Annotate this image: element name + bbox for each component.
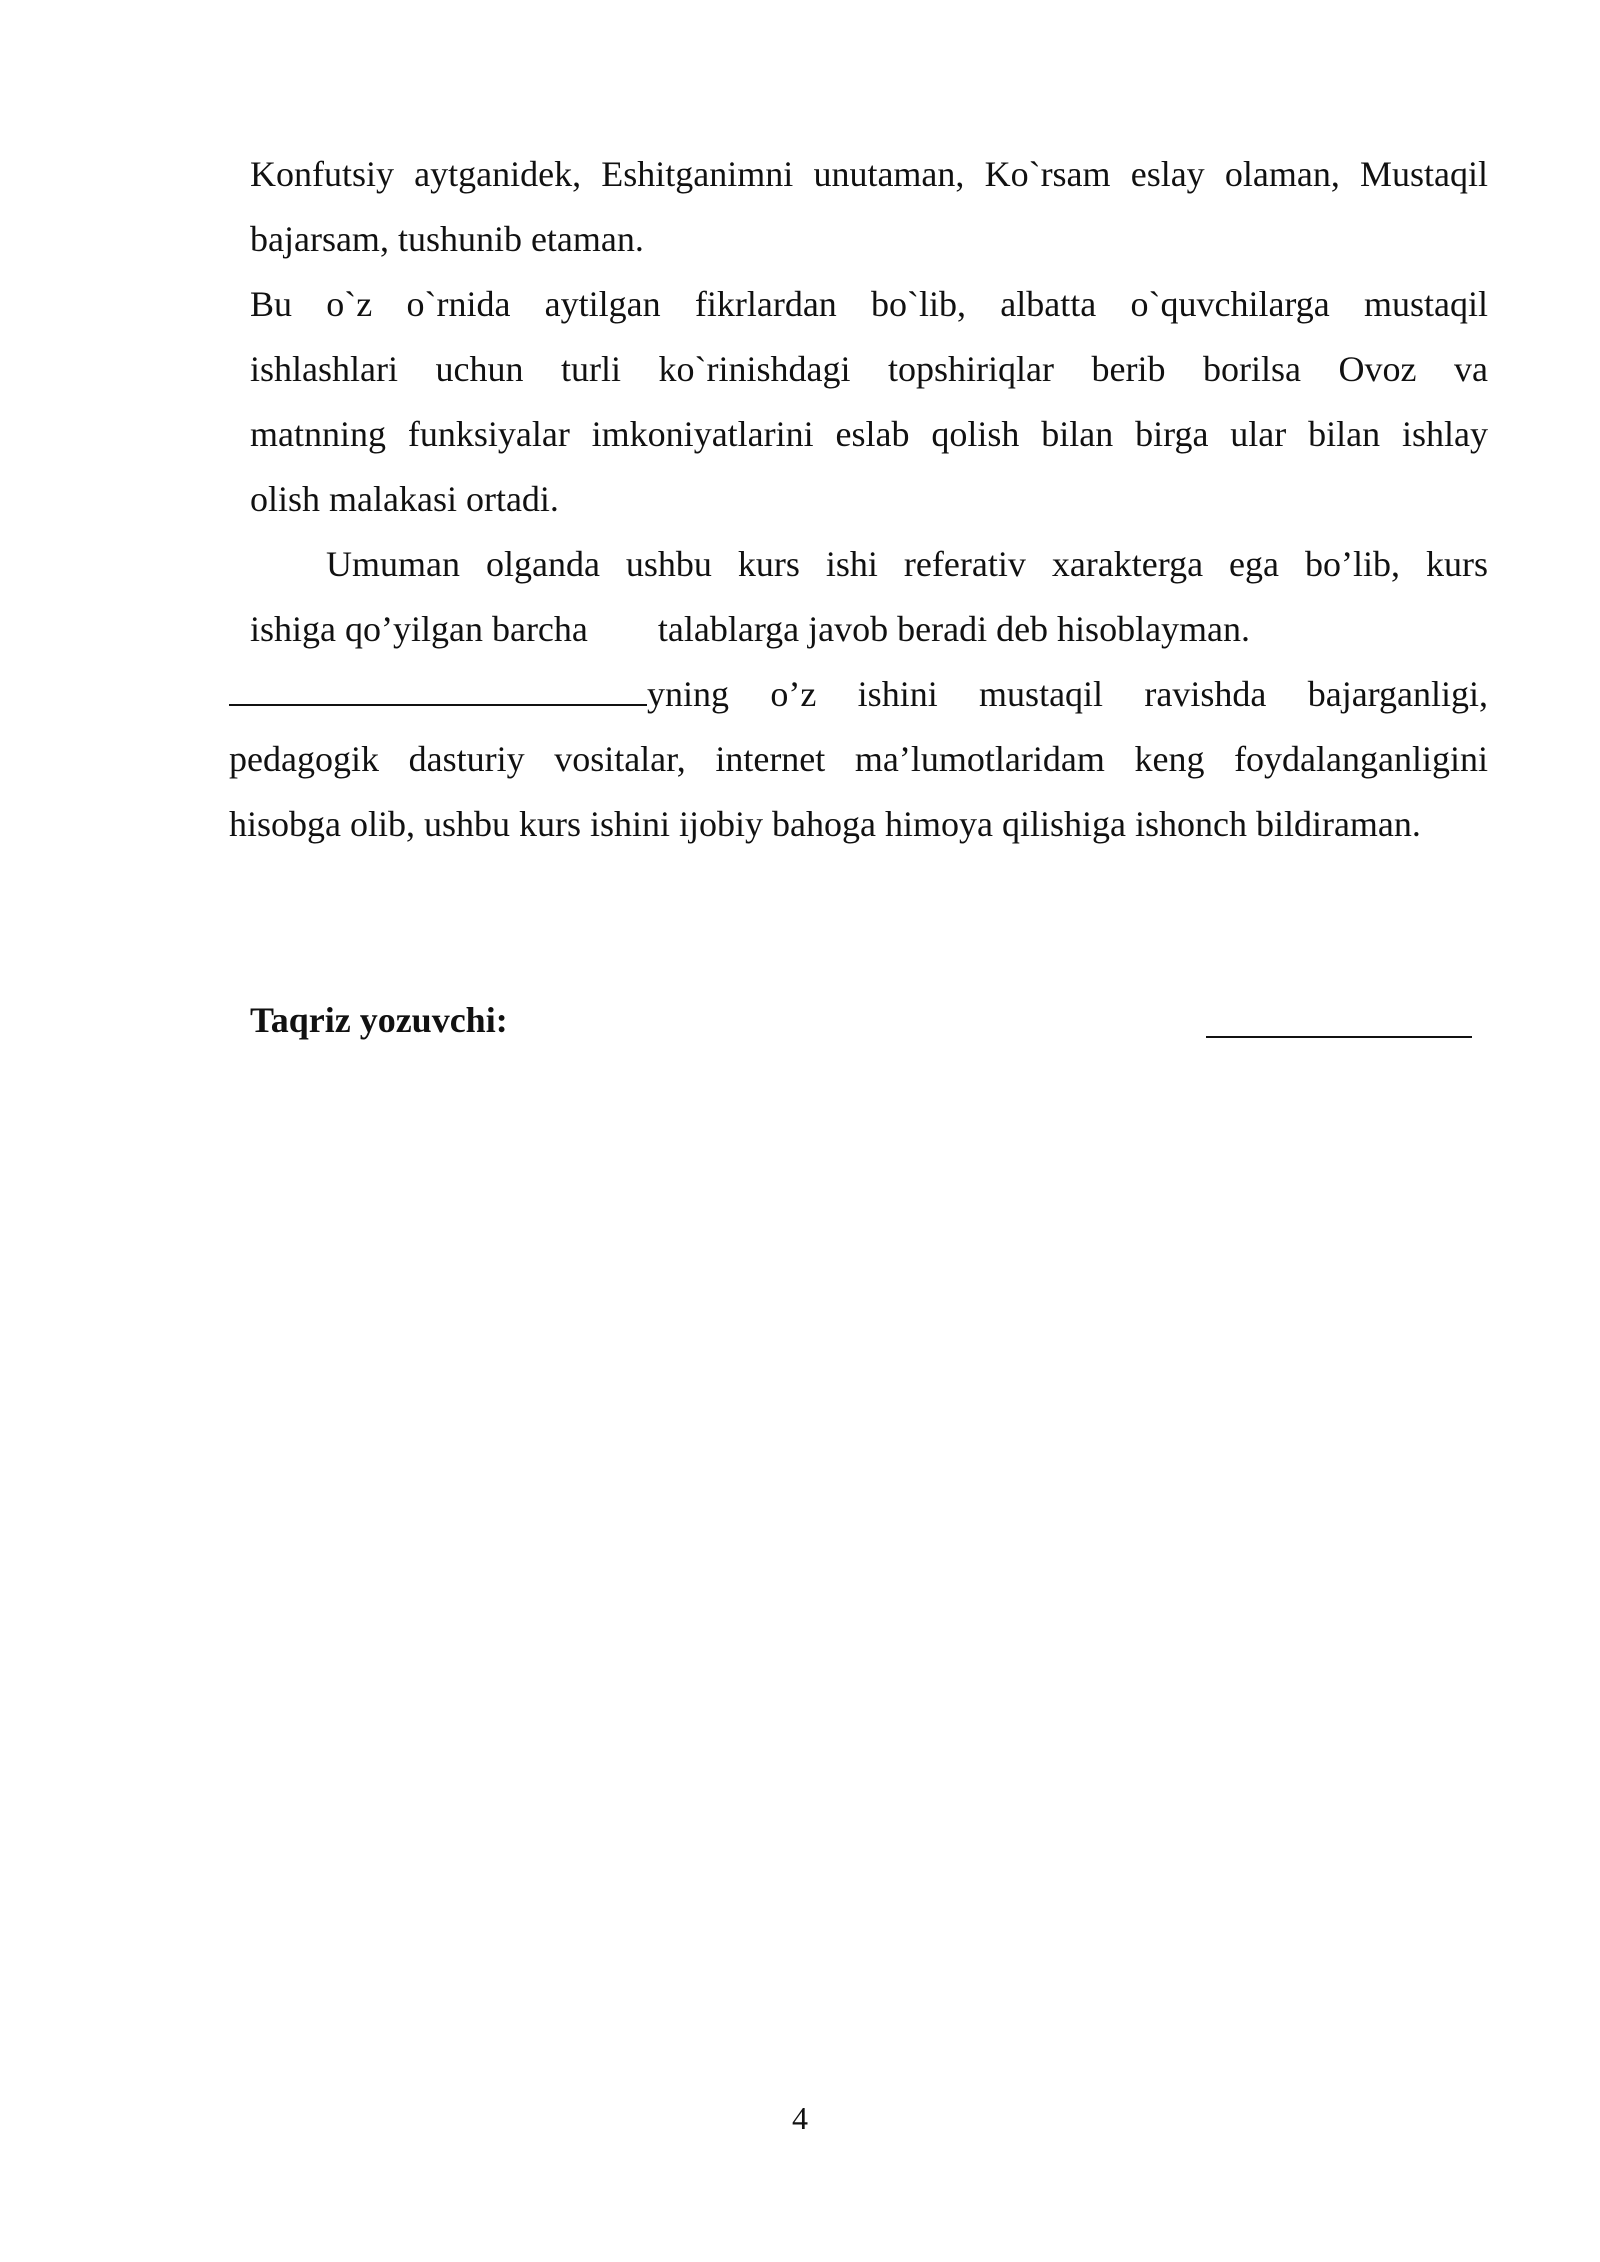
paragraph-3-line-2-part-b: talablarga javob beradi deb hisoblayman. — [657, 609, 1251, 649]
reviewer-signature-label: Taqriz yozuvchi: — [250, 1000, 508, 1040]
name-blank-line — [229, 674, 647, 706]
paragraph-4-line-3: hisobga olib, ushbu kurs ishini ijobiy bahoga himoya qilishiga ishonch bildiraman. — [229, 804, 1421, 844]
paragraph-4-line-2: pedagogik dasturiy vositalar, internet ma’lumotlaridam keng foydalanganligini — [229, 739, 1488, 779]
signature-blank-line — [1206, 1036, 1472, 1038]
paragraph-3-line-2-part-a: ishiga qo’yilgan barcha — [250, 609, 588, 649]
paragraph-2-line-1: Bu o`z o`rnida aytilgan fikrlardan bo`lib, albatta o`quvchilarga mustaqil — [250, 284, 1488, 324]
paragraph-1-line-1: Konfutsiy aytganidek, Eshitganimni unutaman, Ko`rsam eslay olaman, Mustaqil — [250, 154, 1488, 194]
paragraph-2-line-3: matnning funksiyalar imkoniyatlarini eslab qolish bilan birga ular bilan ishlay — [250, 414, 1488, 454]
paragraph-2-line-2: ishlashlari uchun turli ko`rinishdagi topshiriqlar berib borilsa Ovoz va — [250, 349, 1488, 389]
paragraph-3-line-1: Umuman olganda ushbu kurs ishi referativ xarakterga ega bo’lib, kurs — [326, 544, 1488, 584]
paragraph-2-line-4: olish malakasi ortadi. — [250, 479, 559, 519]
paragraph-4-line-1-text: yning o’z ishini mustaqil ravishda bajarganligi, — [647, 674, 1488, 714]
page-number: 4 — [792, 2100, 808, 2136]
paragraph-1-line-2: bajarsam, tushunib etaman. — [250, 219, 644, 259]
paragraph-3-line-2 — [250, 607, 1488, 651]
paragraph-4-line-1 — [229, 672, 1488, 716]
